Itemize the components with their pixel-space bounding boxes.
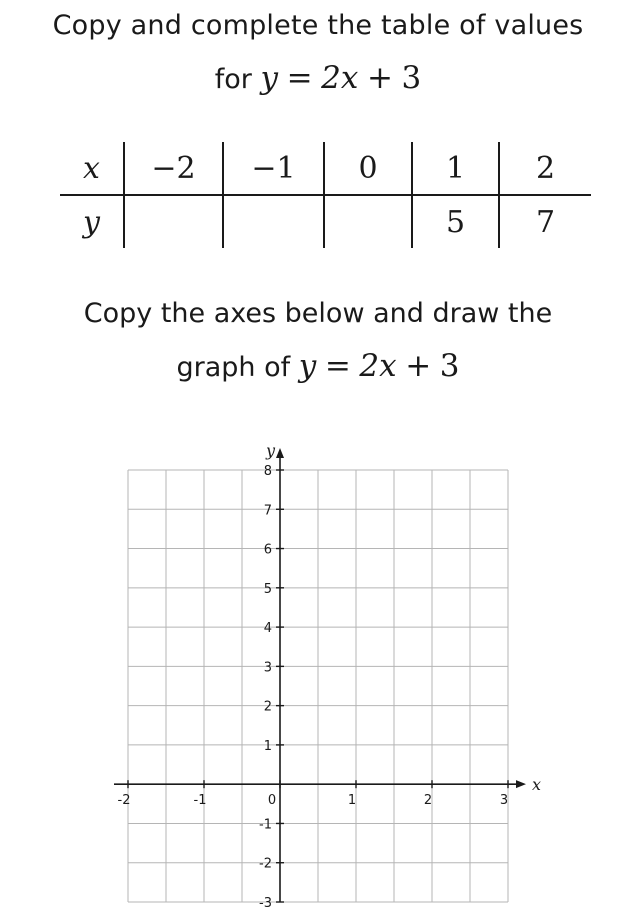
x-tick-label: 1 [347,793,357,809]
y-tick-label: 4 [263,621,272,637]
x-axis-arrow [516,780,526,788]
eq-constant: 3 [401,60,422,96]
x-tick-label: -2 [117,793,131,809]
x-value-cell: −1 [223,142,324,195]
y-tick-label: 7 [263,503,272,519]
instruction-equation-2 [0,348,636,384]
y-tick-label: -3 [259,896,272,907]
x-tick-label: 3 [499,793,509,809]
x-tick-label: 0 [267,793,277,809]
instruction-equation-1 [0,60,636,96]
y-value-cell [324,195,412,248]
y-tick-label: 3 [263,660,272,676]
graph-of-label: graph of [176,352,299,383]
y-row [60,195,591,248]
for-label: for [214,64,261,95]
y-tick-label: -1 [259,817,272,833]
y-tick-label: 1 [263,738,272,754]
x-row [60,142,591,195]
y-axis-arrow [276,448,284,458]
eq-2x: 2x [321,60,359,96]
x-label-cell: x [60,142,124,195]
eq-y: y [298,348,317,384]
eq-y: y [260,60,278,96]
coordinate-grid [0,430,636,907]
y-value-cell: 7 [499,195,591,248]
y-tick-label: 2 [263,699,272,715]
eq-plus: + [366,60,393,96]
x-value-cell: 1 [412,142,499,195]
instruction-axes: Copy the axes below and draw the [83,298,553,329]
y-value-cell: 5 [412,195,499,248]
y-tick-label: 6 [263,542,272,558]
table-of-values [60,142,591,248]
eq-equals: = [324,348,351,384]
eq-plus: + [405,348,432,384]
y-value-cell [124,195,223,248]
y-axis-label: y [266,441,276,460]
y-label-cell: y [83,204,100,240]
x-tick-label: 2 [423,793,433,809]
eq-2x: 2x [359,348,397,384]
y-tick-label: 5 [263,581,272,597]
y-tick-label: -2 [259,856,272,872]
eq-equals: = [286,60,313,96]
y-tick-label: 8 [263,464,272,479]
x-value-cell: 0 [324,142,412,195]
instruction-table: Copy and complete the table of values [52,10,584,41]
x-tick-label: -1 [193,793,207,809]
y-value-cell [223,195,324,248]
eq-constant: 3 [439,348,460,384]
x-value-cell: −2 [124,142,223,195]
x-value-cell: 2 [499,142,591,195]
x-axis-label: x [532,775,542,795]
